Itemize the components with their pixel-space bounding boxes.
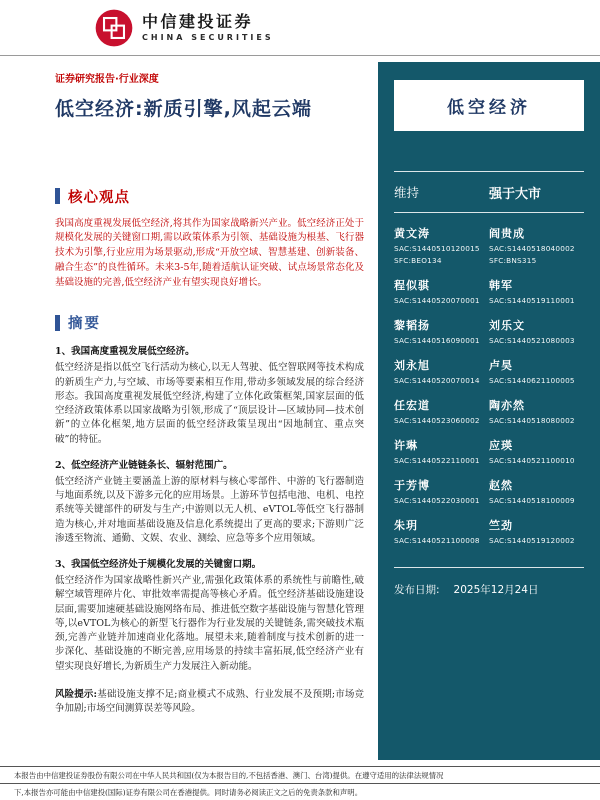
content-column bbox=[0, 56, 378, 762]
analyst-sac: SAC:S1440510120015 bbox=[394, 244, 480, 253]
analyst-sac: SAC:S1440522110001 bbox=[394, 456, 480, 465]
heading-accent-bar bbox=[55, 188, 60, 204]
core-view-text: 我国高度重视发展低空经济,将其作为国家战略新兴产业。低空经济正处于规模化发展的关键窗口期,需以政策体系为引领、基础设施为根基、飞行器技术为引擎,行业应用为场景驱动,形成“开放空域、智慧基建、创新装备、融合生态”的良性循环。未来3-5年,随着适航认证突破、试点场景常态化及基础设施的完善,低空经济产业有望实现良好增长。 bbox=[55, 217, 364, 288]
risk-note bbox=[55, 688, 364, 717]
analyst-name: 任宏道 bbox=[394, 399, 430, 412]
abstract-heading bbox=[55, 312, 364, 333]
disclaimer-line-2: 下,本报告亦可能由中信建投(国际)证券有限公司在香港提供。同时请务必阅读正文之后的免责条款和声明。 bbox=[0, 783, 600, 800]
analyst-sfc: SFC:BNS315 bbox=[489, 256, 537, 265]
csc-logo-icon bbox=[95, 9, 133, 47]
info-sidebar bbox=[378, 62, 600, 760]
disclaimer-line-1: 本报告由中信建投证券股份有限公司在中华人民共和国(仅为本报告目的,不包括香港、澳门、台湾)提供。在遵守适用的法律法规情况 bbox=[0, 766, 600, 783]
analyst-sac: SAC:S1440521100010 bbox=[489, 456, 575, 465]
analyst-pair bbox=[394, 357, 584, 385]
publish-date-label: 发布日期: bbox=[394, 584, 440, 596]
section-title: 1、我国高度重视发展低空经济。 bbox=[55, 346, 195, 358]
section-body: 低空经济作为国家战略性新兴产业,需强化政策体系的系统性与前瞻性,破解空域管理碎片化、审批效率需提高等核心矛盾。低空经济基础设施建设层面,需要加速硬基础设施网络布局、推进低空数字基础设施与智慧化管理等,以eVTOL为核心的新型飞行器作为行业发展的关键链条,需突破技术瓶颈,完善产业链并加速商业化落地。展望未来,随着制度与技术创新的进一步深化、基础设施的不断完善,应用场景的持续丰富拓展,低空经济产业有望实现良好增长,为新质生产力发展注入新动能。 bbox=[55, 575, 364, 672]
abstract-section-3 bbox=[55, 556, 364, 674]
analyst-pair bbox=[394, 277, 584, 305]
abstract-heading-text: 摘要 bbox=[68, 316, 101, 333]
analyst-pair bbox=[394, 397, 584, 425]
analyst-name: 竺劲 bbox=[489, 519, 513, 532]
section-title: 3、我国低空经济处于规模化发展的关键窗口期。 bbox=[55, 559, 262, 571]
analyst-name: 刘永旭 bbox=[394, 359, 430, 372]
report-type-label: 证券研究报告·行业深度 bbox=[55, 74, 159, 85]
brand-name bbox=[142, 13, 274, 42]
analyst-name: 韩军 bbox=[489, 279, 513, 292]
rating-label: 维持 bbox=[394, 185, 420, 200]
analyst-pair bbox=[394, 437, 584, 465]
analyst-name: 刘乐文 bbox=[489, 319, 525, 332]
analyst-sac: SAC:S1440621100005 bbox=[489, 376, 575, 385]
analyst-name: 黎韬扬 bbox=[394, 319, 430, 332]
report-body bbox=[0, 56, 600, 762]
analyst-name: 陶亦然 bbox=[489, 399, 525, 412]
rating-value: 强于大市 bbox=[489, 187, 542, 202]
analyst-name: 阎贵成 bbox=[489, 227, 525, 240]
report-footer bbox=[0, 766, 600, 800]
analyst-sac: SAC:S1440519120002 bbox=[489, 536, 575, 545]
risk-label: 风险提示: bbox=[55, 688, 98, 700]
analyst-sac: SAC:S1440523060002 bbox=[394, 416, 480, 425]
analyst-name: 赵然 bbox=[489, 479, 513, 492]
report-title: 低空经济:新质引擎,风起云端 bbox=[55, 98, 312, 120]
analyst-sac: SAC:S1440516090001 bbox=[394, 336, 480, 345]
section-body: 低空经济是指以低空飞行活动为核心,以无人驾驶、低空智联网等技术构成的新质生产力,与空域、市场等要素相互作用,带动多领域发展的综合经济形态。我国高度重视发展低空经济,构建了立体化政策框架,国家层面的低空经济政策体系以国家战略为引领,形成了“顶层设计—区域协同—技术创新”的立体化框架,地方层面的低空经济政策呈现出“因地制宜、重点突破”的特征。 bbox=[55, 362, 364, 445]
analyst-name: 程似骐 bbox=[394, 279, 430, 292]
analyst-name: 黄文涛 bbox=[394, 227, 430, 240]
section-title: 2、低空经济产业链链条长、辐射范围广。 bbox=[55, 459, 233, 471]
analyst-sac: SAC:S1440518080002 bbox=[489, 416, 575, 425]
heading-accent-bar bbox=[55, 315, 60, 331]
analyst-sac: SAC:S1440520070014 bbox=[394, 376, 480, 385]
industry-badge: 低空经济 bbox=[394, 80, 584, 131]
abstract-section-2 bbox=[55, 457, 364, 546]
analyst-sac: SAC:S1440518040002 bbox=[489, 244, 575, 253]
analyst-name: 卢昊 bbox=[489, 359, 513, 372]
analyst-pair bbox=[394, 317, 584, 345]
section-body: 低空经济产业链主要涵盖上游的原材料与核心零部件、中游的飞行器制造与地面系统,以及下游多元化的应用场景。上游环节包括电池、电机、电控系统等关键部件的研发与生产;中游则以无人机、eVTOL等低空飞行器制造为核心,并对地面基础设施及信息化系统提出了更高的要求;下游则广泛渗透至物流、通勤、文娱、农业、测绘、应急等多个应用领域。 bbox=[55, 475, 364, 544]
analyst-name: 朱玥 bbox=[394, 519, 418, 532]
analyst-name: 于芳博 bbox=[394, 479, 430, 492]
core-view-heading bbox=[55, 186, 364, 207]
brand-name-cn: 中信建投证券 bbox=[142, 11, 254, 31]
analyst-name: 许琳 bbox=[394, 439, 418, 452]
core-view-heading-text: 核心观点 bbox=[68, 189, 130, 206]
analyst-sfc: SFC:BEO134 bbox=[394, 256, 442, 265]
analyst-sac: SAC:S1440519110001 bbox=[489, 296, 575, 305]
analyst-pair bbox=[394, 225, 584, 265]
analyst-sac: SAC:S1440518100009 bbox=[489, 496, 575, 505]
brand-name-en: CHINA SECURITIES bbox=[142, 33, 274, 43]
publish-date-row bbox=[394, 567, 584, 597]
analyst-sac: SAC:S1440520070001 bbox=[394, 296, 480, 305]
publish-date-value: 2025年12月24日 bbox=[453, 584, 539, 596]
risk-text: 基础设施支撑不足;商业模式不成熟、行业发展不及预期;市场竞争加剧;市场空间测算误差等风险。 bbox=[55, 688, 364, 715]
analyst-grid bbox=[394, 225, 584, 545]
analyst-pair bbox=[394, 477, 584, 505]
abstract-section-1 bbox=[55, 343, 364, 447]
analyst-sac: SAC:S1440521100008 bbox=[394, 536, 480, 545]
analyst-pair bbox=[394, 517, 584, 545]
analyst-name: 应瑛 bbox=[489, 439, 513, 452]
rating-row bbox=[394, 172, 584, 213]
report-header bbox=[0, 0, 600, 56]
analyst-sac: SAC:S1440521080003 bbox=[489, 336, 575, 345]
analyst-sac: SAC:S1440522030001 bbox=[394, 496, 480, 505]
